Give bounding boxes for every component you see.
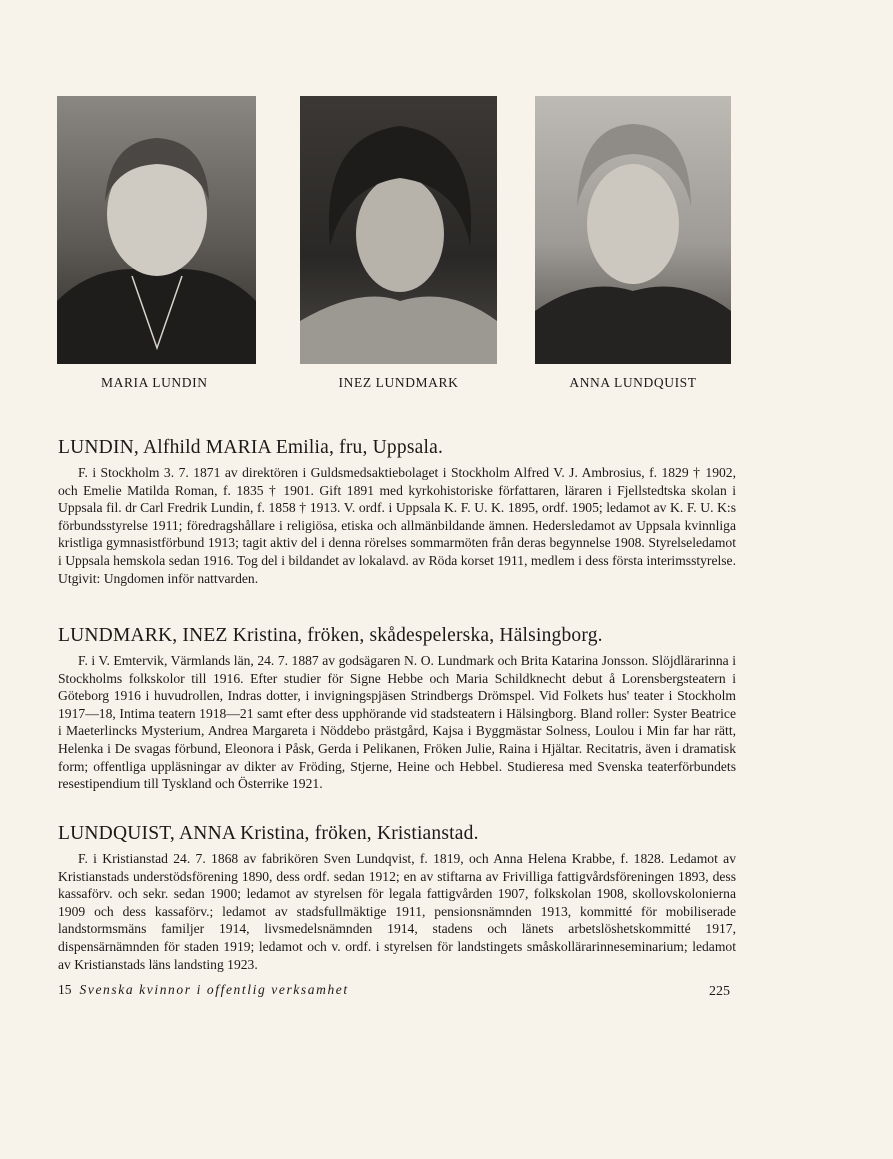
entry-heading: LUNDQUIST, ANNA Kristina, fröken, Kristianstad.: [58, 823, 479, 844]
entry-heading: LUNDMARK, INEZ Kristina, fröken, skådespelerska, Hälsingborg.: [58, 625, 603, 646]
portrait-inez-lundmark: [300, 96, 497, 364]
series-title: Svenska kvinnor i offentlig verksamhet: [79, 982, 349, 997]
page-number: 225: [709, 984, 730, 999]
portrait-anna-lundquist: [535, 96, 731, 364]
biography-entry: [58, 436, 736, 587]
portrait-caption: INEZ LUNDMARK: [338, 375, 459, 390]
entry-text: F. i V. Emtervik, Värmlands län, 24. 7. 1887 av godsägaren N. O. Lundmark och Brita Katarina Jonsson. Slöjdlärarinna i Stockholms folkskolor till 1916. Efter studier för Signe Hebbe och Maria Schildknecht debut å Lorensbergsteatern i Göteborg 1916 i huvudrollen, Indras dotter, i invigningspjäsen Strindbergs Drömspel. Vid Folkets hus' teater i Stockholm 1917—18, Intima teatern 1918—21 samt efter dess upphörande vid stadsteatern i Hälsingborg. Bland roller: Syster Beatrice i Maeterlincks Mysterium, Andrea Margareta i Nöddebo prästgård, Kajsa i Byggmästar Solness, Loulou i Min far har rätt, Helenka i De svagas förbund, Eleonora i Påsk, Gerda i Pelikanen, Fröken Julie, Raina i Hjältar. Recitatris, även i dramatisk form; offentliga uppläsningar av dikter av Fröding, Stjerne, Heine och Hebbel. Studieresa med Svenska teaterförbundets resestipendium till Tyskland och Österrike 1921.: [58, 653, 736, 792]
biography-entry: [58, 822, 736, 973]
sheet-number: 15: [58, 982, 72, 997]
portrait-caption: MARIA LUNDIN: [101, 375, 208, 390]
portrait-caption: ANNA LUNDQUIST: [569, 375, 697, 390]
entry-text: F. i Stockholm 3. 7. 1871 av direktören i Guldsmedsaktiebolaget i Stockholm Alfred V. J. Ambrosius, f. 1829 † 1902, och Emelie Matilda Roman, f. 1835 † 1901. Gift 1891 med kyrkohistoriske författaren, läraren i Fjellstedtska skolan i Uppsala fil. dr Carl Fredrik Lundin, f. 1858 † 1913. V. ordf. i Uppsala K. F. U. K. 1895, ordf. 1905; ledamot av K. F. U. K:s förbundsstyrelse 1911; föredragshållare i religiösa, etiska och allmänbildande ämnen. Hedersledamot av Uppsala kvinnliga kristliga gymnasistförbund 1913; tagit aktiv del i denna rörelses sommarmöten från deras begynnelse 1908. Styrelseledamot i Uppsala hemskola sedan 1916. Tog del i bildandet av lokalavd. av Röda korset 1911, medlem i dess första interimsstyrelse. Utgivit: Ungdomen inför nattvarden.: [58, 465, 736, 586]
entry-text: F. i Kristianstad 24. 7. 1868 av fabrikören Sven Lundqvist, f. 1819, och Anna Helena Krabbe, f. 1828. Ledamot av Kristianstads understödsförening 1890, dess ordf. sedan 1912; en av stiftarna av Frivilliga fattigvårdsföreningen 1893, dess kassaförv. och sekr. sedan 1900; ledamot av styrelsen för legala fattigvården 1907, folkskolan 1908, skollovskolonierna 1909 och dess kassaförv.; ledamot av stadsfullmäktige 1911, pensionsnämnden 1913, kommitté för mobiliserade landstormsmäns familjer 1914, livsmedelsnämnden 1914, stadens och länets arbetslöshetskommitté 1917, dispensärnämnden för staden 1919; ledamot och v. ordf. i styrelsen för landstingets småskollärarinneseminarium; ledamot av Kristianstads läns landsting 1923.: [58, 851, 736, 972]
entry-heading: LUNDIN, Alfhild MARIA Emilia, fru, Uppsala.: [58, 437, 444, 458]
footer-signature: [58, 982, 349, 998]
biography-entry: [58, 624, 736, 793]
portrait-maria-lundin: [57, 96, 256, 364]
